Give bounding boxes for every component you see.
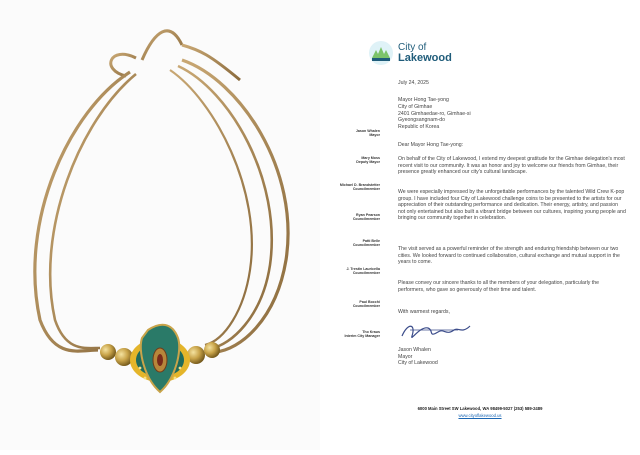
necklace-illustration — [0, 0, 320, 450]
recipient-address: Mayor Hong Tae-yong City of Gimhae 2401 Gimhaedae-ro, Gimhae-si Gyeongsangnam-do Republic of Korea — [398, 97, 471, 131]
necklace-photo — [0, 0, 320, 450]
council-member: J. Trestin Lauricella Councilmember — [346, 267, 380, 276]
footer-address: 6000 Main Street SW Lakewood, WA 98499-5027 (253) 589-2489 — [417, 406, 543, 411]
city-logo — [368, 40, 452, 66]
paragraph: We were especially impressed by the unforgettable performances by the talented Wild Crew K-pop group. I have included four City of Lakewood challenge coins to be presented to the artists for our appreciation of their outstanding performance and dedication. Their energy, artistry, and passion not only entertained but also built a vibrant bridge between our cultures, inspiring young people and bringing our community together in celebration. — [398, 189, 626, 222]
council-member: Paul Bocchi Councilmember — [352, 300, 380, 309]
council-member: Michael D. Brandstetter Councilmember — [339, 183, 380, 192]
logo-lakewood: Lakewood — [398, 52, 452, 64]
salutation: Dear Mayor Hong Tae-yong: — [398, 142, 464, 148]
logo-city-of: City of — [398, 42, 427, 53]
letter-page — [320, 0, 640, 450]
council-member: Tho Kraus Interim City Manager — [344, 330, 380, 339]
paragraph: On behalf of the City of Lakewood, I extend my deepest gratitude for the Gimhae delegation's most recent visit to our community. It was an honor and joy to welcome our friends from Gimhae, their presence greatly enhanced our city's cultural landscape. — [398, 156, 625, 176]
footer-website-link[interactable]: www.cityoflakewood.us — [458, 413, 502, 418]
council-member: Mary Moss Deputy Mayor — [356, 156, 380, 165]
signature — [398, 318, 478, 344]
signer-block: Jason Whalen Mayor City of Lakewood — [398, 347, 438, 367]
paragraph: Please convey our sincere thanks to all the members of your delegation, particularly the performers, who gave so generously of their time and talent. — [398, 280, 599, 293]
paragraph: The visit served as a powerful reminder of the strength and enduring friendship between our two cities. We looked forward to continued collaboration, cultural exchange and mutual support in the years to come. — [398, 246, 620, 266]
closing: With warmest regards, — [398, 309, 450, 315]
pendant — [130, 325, 190, 392]
signature-scribble-icon — [398, 318, 478, 344]
council-member: Jason Whalen Mayor — [355, 129, 380, 138]
tree-emblem-icon — [368, 40, 394, 66]
council-member: Ryan Pearson Councilmember — [352, 213, 380, 222]
letter-date: July 24, 2025 — [398, 80, 429, 86]
council-member: Patti Belle Councilmember — [352, 239, 380, 248]
